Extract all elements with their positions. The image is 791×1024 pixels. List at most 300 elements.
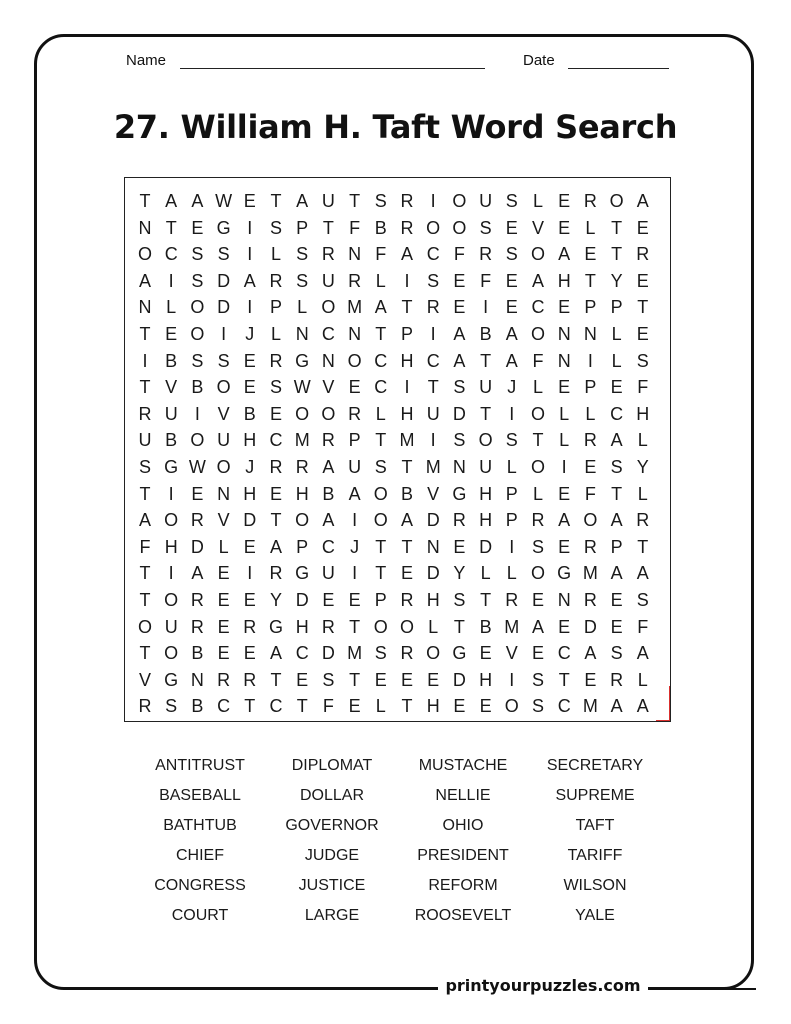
grid-letter[interactable]: R — [190, 616, 204, 637]
grid-letter[interactable]: E — [191, 483, 204, 504]
grid-letter[interactable]: T — [637, 536, 649, 557]
grid-letter[interactable]: L — [506, 457, 517, 477]
grid-letter[interactable]: D — [295, 590, 309, 610]
grid-letter[interactable]: V — [322, 377, 335, 398]
grid-letter[interactable]: A — [610, 430, 623, 451]
grid-letter[interactable]: R — [269, 350, 283, 371]
grid-letter[interactable]: C — [295, 643, 309, 664]
grid-letter[interactable]: N — [321, 350, 335, 371]
grid-letter[interactable]: L — [375, 403, 386, 424]
grid-letter[interactable]: O — [295, 510, 310, 531]
grid-letter[interactable]: R — [583, 536, 597, 557]
grid-letter[interactable]: S — [427, 270, 440, 291]
grid-letter[interactable]: R — [217, 669, 231, 690]
grid-letter[interactable]: C — [269, 430, 283, 451]
grid-letter[interactable]: O — [216, 457, 231, 477]
grid-letter[interactable]: F — [139, 536, 151, 557]
grid-letter[interactable]: E — [558, 536, 571, 557]
grid-letter[interactable]: O — [137, 616, 152, 637]
grid-letter[interactable]: M — [294, 430, 310, 451]
grid-letter[interactable]: E — [217, 590, 230, 610]
grid-letter[interactable]: L — [637, 669, 648, 690]
grid-letter[interactable]: J — [245, 457, 255, 477]
grid-letter[interactable]: Y — [269, 590, 282, 610]
grid-letter[interactable]: L — [559, 403, 570, 424]
grid-letter[interactable]: R — [452, 510, 466, 531]
grid-letter[interactable]: E — [400, 563, 413, 584]
grid-letter[interactable]: E — [505, 297, 518, 318]
grid-letter[interactable]: T — [532, 430, 544, 451]
grid-letter[interactable]: I — [404, 377, 410, 398]
grid-letter[interactable]: R — [269, 457, 283, 477]
grid-letter[interactable]: L — [297, 297, 308, 318]
grid-letter[interactable]: R — [190, 510, 204, 531]
grid-letter[interactable]: A — [453, 324, 466, 344]
grid-letter[interactable]: H — [400, 403, 414, 424]
grid-letter[interactable]: R — [138, 403, 152, 424]
grid-letter[interactable]: F — [375, 244, 387, 265]
grid-letter[interactable]: A — [269, 643, 282, 664]
grid-letter[interactable]: E — [505, 270, 518, 291]
grid-letter[interactable]: U — [217, 430, 231, 451]
grid-letter[interactable]: E — [584, 457, 597, 477]
grid-letter[interactable]: G — [295, 563, 310, 584]
grid-letter[interactable]: T — [401, 536, 413, 557]
grid-letter[interactable]: O — [452, 217, 467, 238]
grid-letter[interactable]: M — [425, 457, 441, 477]
grid-letter[interactable]: T — [139, 191, 151, 211]
grid-letter[interactable]: C — [217, 696, 231, 717]
grid-letter[interactable]: E — [217, 616, 230, 637]
grid-letter[interactable]: T — [375, 563, 387, 584]
grid-letter[interactable]: H — [295, 483, 309, 504]
grid-letter[interactable]: C — [557, 696, 571, 717]
grid-letter[interactable]: O — [583, 510, 598, 531]
grid-letter[interactable]: I — [221, 324, 227, 344]
grid-letter[interactable]: R — [583, 191, 597, 211]
grid-letter[interactable]: O — [530, 563, 545, 584]
grid-letter[interactable]: D — [479, 536, 493, 557]
grid-letter[interactable]: S — [636, 350, 649, 371]
grid-letter[interactable]: M — [347, 643, 363, 664]
grid-letter[interactable]: I — [247, 563, 253, 584]
grid-letter[interactable]: T — [296, 696, 308, 717]
grid-letter[interactable]: L — [532, 191, 543, 211]
grid-letter[interactable]: S — [374, 457, 387, 477]
grid-letter[interactable]: M — [582, 696, 598, 717]
grid-letter[interactable]: O — [478, 430, 493, 451]
grid-letter[interactable]: H — [164, 536, 178, 557]
grid-letter[interactable]: L — [532, 483, 543, 504]
grid-letter[interactable]: S — [269, 217, 282, 238]
grid-letter[interactable]: R — [531, 510, 545, 531]
grid-letter[interactable]: L — [506, 563, 517, 584]
grid-letter[interactable]: D — [190, 536, 204, 557]
grid-letter[interactable]: L — [270, 324, 281, 344]
grid-letter[interactable]: O — [295, 403, 310, 424]
grid-letter[interactable]: I — [430, 191, 436, 211]
grid-letter[interactable]: T — [611, 244, 623, 265]
grid-letter[interactable]: N — [190, 669, 204, 690]
grid-letter[interactable]: N — [426, 536, 440, 557]
grid-letter[interactable]: H — [426, 590, 440, 610]
grid-letter[interactable]: G — [164, 669, 179, 690]
grid-letter[interactable]: L — [166, 297, 177, 318]
grid-letter[interactable]: E — [584, 669, 597, 690]
grid-letter[interactable]: S — [191, 244, 204, 265]
grid-letter[interactable]: R — [479, 244, 493, 265]
grid-letter[interactable]: F — [480, 270, 492, 291]
grid-letter[interactable]: A — [636, 643, 649, 664]
grid-letter[interactable]: V — [427, 483, 440, 504]
grid-letter[interactable]: S — [191, 350, 204, 371]
grid-letter[interactable]: C — [610, 403, 624, 424]
grid-letter[interactable]: G — [164, 457, 179, 477]
grid-letter[interactable]: U — [479, 457, 493, 477]
grid-letter[interactable]: E — [636, 324, 649, 344]
grid-letter[interactable]: A — [558, 244, 571, 265]
grid-letter[interactable]: S — [165, 696, 178, 717]
grid-letter[interactable]: R — [636, 244, 650, 265]
grid-letter[interactable]: O — [609, 191, 624, 211]
grid-letter[interactable]: A — [296, 191, 309, 211]
grid-letter[interactable]: A — [584, 643, 597, 664]
grid-letter[interactable]: I — [352, 563, 358, 584]
grid-letter[interactable]: E — [269, 403, 282, 424]
grid-letter[interactable]: A — [505, 350, 518, 371]
grid-letter[interactable]: T — [427, 377, 439, 398]
grid-letter[interactable]: J — [350, 536, 360, 557]
grid-letter[interactable]: R — [610, 669, 624, 690]
grid-letter[interactable]: F — [322, 696, 334, 717]
grid-letter[interactable]: G — [557, 563, 572, 584]
grid-letter[interactable]: I — [142, 350, 148, 371]
grid-letter[interactable]: I — [247, 217, 253, 238]
grid-letter[interactable]: A — [138, 510, 151, 531]
grid-letter[interactable]: I — [247, 244, 253, 265]
grid-letter[interactable]: H — [243, 430, 257, 451]
grid-letter[interactable]: E — [610, 377, 623, 398]
grid-letter[interactable]: S — [610, 643, 623, 664]
grid-letter[interactable]: E — [531, 590, 544, 610]
grid-letter[interactable]: S — [296, 270, 309, 291]
grid-letter[interactable]: T — [480, 403, 492, 424]
grid-letter[interactable]: M — [347, 297, 363, 318]
grid-letter[interactable]: U — [479, 191, 493, 211]
grid-letter[interactable]: O — [373, 510, 388, 531]
grid-letter[interactable]: A — [165, 191, 178, 211]
grid-letter[interactable]: R — [138, 696, 152, 717]
grid-letter[interactable]: A — [610, 563, 623, 584]
grid-letter[interactable]: C — [269, 696, 283, 717]
grid-letter[interactable]: G — [268, 616, 283, 637]
grid-letter[interactable]: T — [244, 696, 256, 717]
grid-letter[interactable]: V — [217, 510, 230, 531]
grid-letter[interactable]: O — [164, 643, 179, 664]
grid-letter[interactable]: T — [637, 297, 649, 318]
grid-letter[interactable]: O — [216, 377, 231, 398]
grid-letter[interactable]: T — [139, 590, 151, 610]
grid-letter[interactable]: O — [530, 244, 545, 265]
grid-letter[interactable]: E — [479, 643, 492, 664]
grid-letter[interactable]: D — [452, 403, 466, 424]
grid-letter[interactable]: E — [191, 217, 204, 238]
grid-letter[interactable]: O — [399, 616, 414, 637]
grid-letter[interactable]: U — [321, 270, 335, 291]
grid-letter[interactable]: E — [374, 669, 387, 690]
grid-letter[interactable]: A — [243, 270, 256, 291]
grid-letter[interactable]: R — [426, 297, 440, 318]
grid-letter[interactable]: C — [164, 244, 178, 265]
grid-letter[interactable]: I — [168, 563, 174, 584]
grid-letter[interactable]: A — [558, 510, 571, 531]
grid-letter[interactable]: O — [321, 297, 336, 318]
grid-letter[interactable]: B — [374, 217, 387, 238]
grid-letter[interactable]: U — [479, 377, 493, 398]
grid-letter[interactable]: U — [321, 191, 335, 211]
grid-letter[interactable]: B — [191, 643, 204, 664]
grid-letter[interactable]: C — [531, 297, 545, 318]
grid-letter[interactable]: A — [322, 457, 335, 477]
grid-letter[interactable]: L — [532, 377, 543, 398]
grid-letter[interactable]: H — [426, 696, 440, 717]
date-line[interactable] — [568, 68, 669, 69]
grid-letter[interactable]: S — [531, 696, 544, 717]
grid-letter[interactable]: O — [530, 457, 545, 477]
grid-letter[interactable]: B — [479, 324, 492, 344]
grid-letter[interactable]: F — [349, 217, 361, 238]
grid-letter[interactable]: S — [453, 590, 466, 610]
grid-letter[interactable]: U — [426, 403, 440, 424]
grid-letter[interactable]: A — [610, 696, 623, 717]
grid-letter[interactable]: F — [532, 350, 544, 371]
grid-letter[interactable]: D — [452, 669, 466, 690]
grid-letter[interactable]: A — [531, 616, 544, 637]
grid-letter[interactable]: P — [296, 536, 309, 557]
grid-letter[interactable]: I — [430, 430, 436, 451]
grid-letter[interactable]: L — [585, 403, 596, 424]
grid-letter[interactable]: R — [269, 270, 283, 291]
grid-letter[interactable]: F — [584, 483, 596, 504]
grid-letter[interactable]: C — [426, 350, 440, 371]
grid-letter[interactable]: N — [452, 457, 466, 477]
grid-letter[interactable]: I — [404, 270, 410, 291]
grid-letter[interactable]: N — [557, 350, 571, 371]
grid-letter[interactable]: P — [505, 483, 518, 504]
grid-letter[interactable]: A — [191, 563, 204, 584]
grid-letter[interactable]: H — [636, 403, 650, 424]
grid-letter[interactable]: T — [139, 483, 151, 504]
grid-letter[interactable]: N — [348, 244, 362, 265]
grid-letter[interactable]: T — [349, 669, 361, 690]
grid-letter[interactable]: P — [505, 510, 518, 531]
grid-letter[interactable]: R — [269, 563, 283, 584]
grid-letter[interactable]: F — [453, 244, 465, 265]
grid-letter[interactable]: S — [296, 244, 309, 265]
grid-letter[interactable]: O — [164, 510, 179, 531]
grid-letter[interactable]: T — [401, 457, 413, 477]
grid-letter[interactable]: L — [611, 350, 622, 371]
grid-letter[interactable]: S — [269, 377, 282, 398]
grid-letter[interactable]: A — [374, 297, 387, 318]
grid-letter[interactable]: N — [583, 324, 597, 344]
grid-letter[interactable]: C — [557, 643, 571, 664]
grid-letter[interactable]: P — [400, 324, 413, 344]
grid-letter[interactable]: P — [296, 217, 309, 238]
grid-letter[interactable]: T — [375, 324, 387, 344]
grid-letter[interactable]: B — [400, 483, 413, 504]
grid-letter[interactable]: T — [611, 217, 623, 238]
grid-letter[interactable]: L — [480, 563, 491, 584]
grid-letter[interactable]: E — [453, 536, 466, 557]
grid-letter[interactable]: R — [400, 590, 414, 610]
grid-letter[interactable]: T — [375, 430, 387, 451]
grid-letter[interactable]: T — [270, 191, 282, 211]
grid-letter[interactable]: E — [165, 324, 178, 344]
grid-letter[interactable]: E — [348, 696, 361, 717]
grid-letter[interactable]: L — [637, 483, 648, 504]
grid-letter[interactable]: T — [270, 669, 282, 690]
grid-letter[interactable]: E — [243, 191, 256, 211]
grid-letter[interactable]: N — [557, 590, 571, 610]
grid-letter[interactable]: M — [399, 430, 415, 451]
grid-letter[interactable]: R — [583, 430, 597, 451]
grid-letter[interactable]: N — [295, 324, 309, 344]
grid-letter[interactable]: R — [505, 590, 519, 610]
grid-letter[interactable]: Y — [453, 563, 466, 584]
grid-letter[interactable]: V — [505, 643, 518, 664]
grid-letter[interactable]: T — [322, 217, 334, 238]
grid-letter[interactable]: E — [453, 270, 466, 291]
grid-letter[interactable]: C — [321, 536, 335, 557]
grid-letter[interactable]: L — [428, 616, 439, 637]
grid-letter[interactable]: T — [611, 483, 623, 504]
grid-letter[interactable]: U — [348, 457, 362, 477]
grid-letter[interactable]: O — [504, 696, 519, 717]
grid-letter[interactable]: R — [400, 191, 414, 211]
grid-letter[interactable]: O — [347, 350, 362, 371]
grid-letter[interactable]: T — [375, 536, 387, 557]
grid-letter[interactable]: O — [137, 244, 152, 265]
grid-letter[interactable]: V — [217, 403, 230, 424]
grid-letter[interactable]: T — [558, 669, 570, 690]
grid-letter[interactable]: F — [637, 377, 649, 398]
grid-letter[interactable]: H — [400, 350, 414, 371]
grid-letter[interactable]: T — [453, 616, 465, 637]
grid-letter[interactable]: H — [479, 483, 493, 504]
grid-letter[interactable]: C — [426, 244, 440, 265]
grid-letter[interactable]: O — [373, 483, 388, 504]
grid-letter[interactable]: I — [194, 403, 200, 424]
grid-letter[interactable]: F — [637, 616, 649, 637]
grid-letter[interactable]: E — [610, 616, 623, 637]
grid-letter[interactable]: B — [165, 430, 178, 451]
grid-letter[interactable]: L — [637, 430, 648, 451]
grid-letter[interactable]: A — [400, 244, 413, 265]
grid-letter[interactable]: T — [270, 510, 282, 531]
grid-letter[interactable]: E — [322, 590, 335, 610]
grid-letter[interactable]: C — [321, 324, 335, 344]
grid-letter[interactable]: E — [636, 270, 649, 291]
grid-letter[interactable]: L — [611, 324, 622, 344]
grid-letter[interactable]: S — [453, 377, 466, 398]
grid-letter[interactable]: G — [216, 217, 231, 238]
grid-letter[interactable]: C — [374, 350, 388, 371]
grid-letter[interactable]: E — [558, 217, 571, 238]
grid-letter[interactable]: B — [165, 350, 178, 371]
grid-letter[interactable]: E — [243, 377, 256, 398]
grid-letter[interactable]: E — [558, 377, 571, 398]
grid-letter[interactable]: A — [138, 270, 151, 291]
grid-letter[interactable]: A — [400, 510, 413, 531]
grid-letter[interactable]: E — [400, 669, 413, 690]
grid-letter[interactable]: E — [453, 297, 466, 318]
grid-letter[interactable]: M — [504, 616, 520, 637]
grid-letter[interactable]: P — [584, 297, 597, 318]
grid-letter[interactable]: U — [138, 430, 152, 451]
grid-letter[interactable]: N — [138, 297, 152, 318]
grid-letter[interactable]: P — [610, 536, 623, 557]
grid-letter[interactable]: V — [531, 217, 544, 238]
grid-letter[interactable]: R — [321, 616, 335, 637]
grid-letter[interactable]: S — [374, 191, 387, 211]
grid-letter[interactable]: A — [531, 270, 544, 291]
grid-letter[interactable]: L — [585, 217, 596, 238]
grid-letter[interactable]: T — [165, 217, 177, 238]
grid-letter[interactable]: H — [479, 669, 493, 690]
grid-letter[interactable]: P — [610, 297, 623, 318]
grid-letter[interactable]: S — [505, 191, 518, 211]
grid-letter[interactable]: S — [505, 244, 518, 265]
grid-letter[interactable]: J — [507, 377, 517, 398]
grid-letter[interactable]: T — [139, 563, 151, 584]
grid-letter[interactable]: R — [321, 430, 335, 451]
grid-letter[interactable]: S — [610, 457, 623, 477]
grid-letter[interactable]: D — [243, 510, 257, 531]
grid-letter[interactable]: R — [295, 457, 309, 477]
grid-letter[interactable]: S — [453, 430, 466, 451]
grid-letter[interactable]: A — [453, 350, 466, 371]
grid-letter[interactable]: H — [557, 270, 571, 291]
grid-letter[interactable]: T — [584, 270, 596, 291]
grid-letter[interactable]: I — [483, 297, 489, 318]
grid-letter[interactable]: P — [269, 297, 282, 318]
grid-letter[interactable]: M — [582, 563, 598, 584]
grid-letter[interactable]: A — [636, 696, 649, 717]
grid-letter[interactable]: T — [139, 324, 151, 344]
grid-letter[interactable]: E — [558, 191, 571, 211]
grid-letter[interactable]: S — [531, 669, 544, 690]
grid-letter[interactable]: W — [215, 191, 233, 211]
grid-letter[interactable]: A — [269, 536, 282, 557]
grid-letter[interactable]: O — [373, 616, 388, 637]
grid-letter[interactable]: W — [188, 457, 206, 477]
grid-letter[interactable]: A — [636, 563, 649, 584]
grid-letter[interactable]: L — [270, 244, 281, 265]
grid-letter[interactable]: S — [322, 669, 335, 690]
grid-letter[interactable]: P — [348, 430, 361, 451]
grid-letter[interactable]: E — [558, 297, 571, 318]
grid-letter[interactable]: R — [348, 403, 362, 424]
grid-letter[interactable]: E — [427, 669, 440, 690]
grid-letter[interactable]: V — [165, 377, 178, 398]
grid-letter[interactable]: R — [243, 616, 257, 637]
grid-letter[interactable]: P — [374, 590, 387, 610]
grid-letter[interactable]: A — [505, 324, 518, 344]
grid-letter[interactable]: R — [400, 217, 414, 238]
grid-letter[interactable]: L — [218, 536, 229, 557]
grid-letter[interactable]: O — [452, 191, 467, 211]
